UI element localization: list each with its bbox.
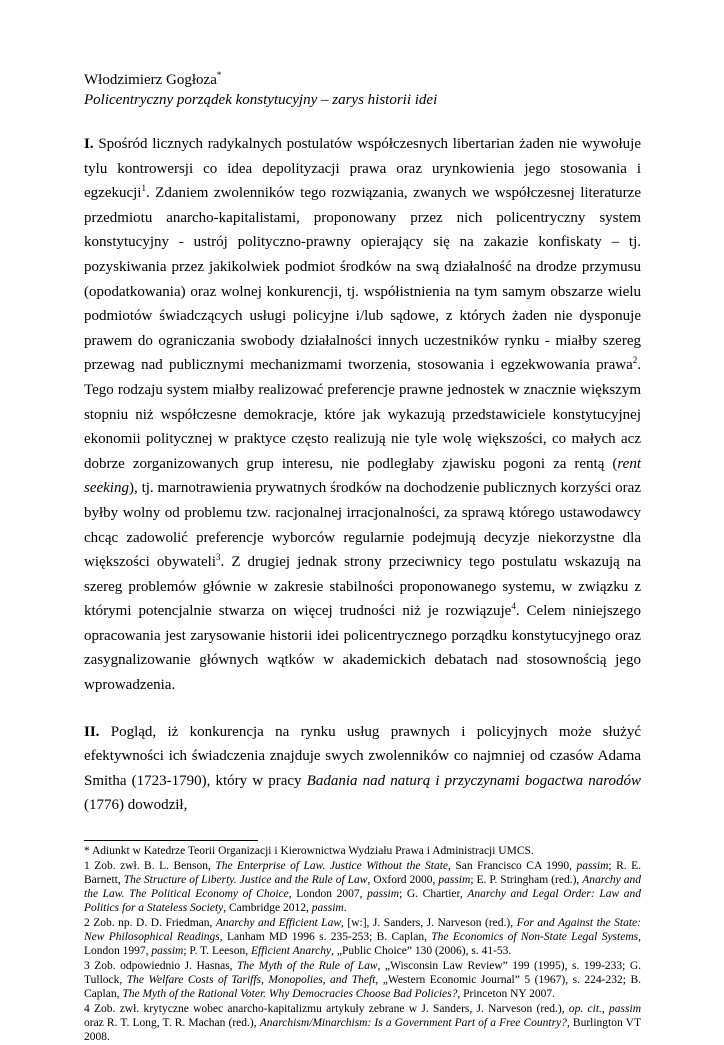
footnote-3 [84,959,641,1001]
paragraph-2 [84,720,641,818]
footnote-ref-2[interactable]: 2 [632,355,638,366]
fn-text: oraz R. T. Long, T. R. Machan (red.), [84,1017,260,1030]
fn-text: , „Western Economic Journal” 5 (1967), s. 224-232; B. Caplan, [84,974,641,1001]
fn-italic: passim [311,902,344,915]
fn-italic: passim [151,945,184,958]
fn-text: , Burlington VT 2008. [84,1017,641,1044]
fn-text: , „Public Choice” 130 (2006), s. 41-53. [331,945,512,958]
fn-text: 4 Zob. zwł. krytyczne wobec anarcho-kapitalizmu artykuły zebrane w J. Sanders, J. Narveson (red.), [84,1003,569,1016]
footnote-ref-3[interactable]: 3 [216,552,221,563]
p1-text-5: . Z drugiej jednak strony przeciwnicy tego postulatu wskazują na szereg problemów głównie w zakresie stabilności proponowanego systemu, w związku z którymi potencjalnie stwarza on więcej trudności niż je rozwiązuje [84,554,642,620]
fn-text: . [343,902,347,915]
fn-italic: The Myth of the Rational Voter. Why Democracies Choose Bad Policies? [122,988,458,1001]
fn-italic: The Economics of Non-State Legal Systems [431,931,639,944]
fn-italic: passim [438,874,471,887]
fn-italic: passim [367,888,400,901]
p1-text-2: . Zdaniem zwolenników tego rozwiązania, zwanych we współczesnej literaturze przedmiotu anarcho-kapitalistami, proponowany przez nich policentryczny system konstytucyjny - ustrój polityczno-prawny opierający się na zakazie konfiskaty – tj. pozyskiwania przez jakikolwiek podmiot środków na swą działalność na drodze przymusu (opodatkowania) oraz wolnej konkurencji, tj. współistnienia na tym samym obszarze wielu podmiotów świadczących usługi policyjne i/lub sądowe, z których żaden nie dysponuje prawem do ograniczania swobody działalności innych uczestników rynku - miałby szereg przewag nad publicznymi mechanizmami tworzenia, stosowania i egzekwowania prawa [84,185,641,374]
footnote-author: * Adiunkt w Katedrze Teorii Organizacji i Kierownictwa Wydziału Prawa i Administracji UMCS. [84,845,534,858]
p1-text-3: . Tego rodzaju system miałby realizować preferencje prawne jednostek w znacznie większym stopniu niż współczesne demokracje, które jak wykazują przedstawiciele konstytucyjnej ekonomii politycznej w praktyce często realizują nie tyle wolę większości, co małych acz dobrze zorganizowanych grup interesu, nie podległaby zjawisku pogoni za rentą ( [84,357,641,472]
fn-text: ; G. Chartier, [399,888,468,901]
fn-italic: Anarchism/Minarchism: Is a Government Part of a Free Country? [259,1017,567,1030]
fn-italic: Anarchy and Legal Order: Law and Politics for a Stateless Society [84,888,641,915]
fn-italic: Anarchy and Efficient Law [215,917,341,930]
fn-text: 3 Zob. odpowiednio J. Hasnas, [84,960,238,973]
fn-text: 2 Zob. np. D. D. Friedman, [84,917,216,930]
footnote-ref-4[interactable]: 4 [511,601,516,612]
paragraph-1 [84,132,641,698]
footnote-divider [84,840,258,841]
fn-text: ; P. T. Leeson, [183,945,251,958]
footnote-1 [84,859,641,915]
fn-italic: Anarchy and the Law. The Political Economy of Choice [84,874,641,901]
fn-italic: Efficient Anarchy [250,945,332,958]
fn-text: , Princeton NY 2007. [457,988,556,1001]
p1-text-4: ), tj. marnotrawienia prywatnych środków na dochodzenie publicznych korzyści oraz byłby wolny od problemu tzw. racjonalnej irracjonalności, za sprawą którego ustawodawcy chcąc zadowolić preferencje wyborców regularnie podejmują decyzje niekorzystne dla większości obywateli [84,480,641,571]
fn-text: , „Wisconsin Law Review” 199 (1995), s. 199-233; G. Tullock, [84,960,641,987]
fn-italic: The Structure of Liberty. Justice and the Rule of Law [123,874,368,887]
footnote-2 [84,916,641,958]
p2-text-1: Pogląd, iż konkurencja na rynku usług prawnych i policyjnych może służyć efektywności ich świadczenia znajduje swych zwolenników co najmniej od czasów Adama Smitha (1723-1790), który w pracy [84,723,641,789]
fn-text: , San Francisco CA 1990, [448,860,577,873]
p2-text-italic: Badania nad naturą i przyczynami bogactwa narodów [306,772,641,789]
fn-italic: The Myth of the Rule of Law [237,960,378,973]
fn-text: , Oxford 2000, [367,874,439,887]
section-label-1: I. [84,136,94,152]
fn-text: , London 1997, [84,931,641,958]
fn-text: ; E. P. Stringham (red.), [470,874,583,887]
footnote-4 [84,1002,641,1044]
fn-italic: passim [576,860,609,873]
fn-text: , [w:], J. Sanders, J. Narveson (red.), [341,917,517,930]
fn-text: , London 2007, [288,888,368,901]
fn-text: 1 Zob. zwł. B. L. Benson, [84,860,216,873]
fn-italic: op. cit., passim [568,1003,641,1016]
paper-title: Policentryczny porządek konstytucyjny – zarys historii idei [84,92,438,108]
fn-text: , Cambridge 2012, [223,902,312,915]
document-page [84,70,641,1045]
p1-text-6: . Celem niniejszego opracowania jest zarysowanie historii idei policentrycznego porządku konstytucyjnego oraz zasygnalizowanie głównych wątków w akademickich debatach nad stosownością jego wprowadzenia. [84,603,641,694]
fn-italic: The Enterprise of Law. Justice Without the State [215,860,449,873]
section-label-2: II. [84,723,100,740]
author-footnote-mark: * [216,70,222,80]
p2-text-2: (1776) dowodził, [84,797,188,814]
author-text: Włodzimierz Gogłoza [84,72,217,88]
fn-italic: For and Against the State: New Philosophical Readings [84,917,641,944]
fn-text: ; R. E. Barnett, [84,860,642,887]
footnote-ref-1[interactable]: 1 [141,183,146,194]
fn-text: , Lanham MD 1996 s. 235-253; B. Caplan, [219,931,432,944]
fn-italic: The Welfare Costs of Tariffs, Monopolies, and Theft [126,974,376,987]
p1-text-italic: rent seeking [84,455,641,497]
author-name [84,70,641,90]
p1-text-1: Spośród licznych radykalnych postulatów współczesnych libertarian żaden nie wywołuje tylu kontrowersji co idea depolityzacji prawa oraz urynkowienia jego stosowania i egzekucji [84,136,641,202]
